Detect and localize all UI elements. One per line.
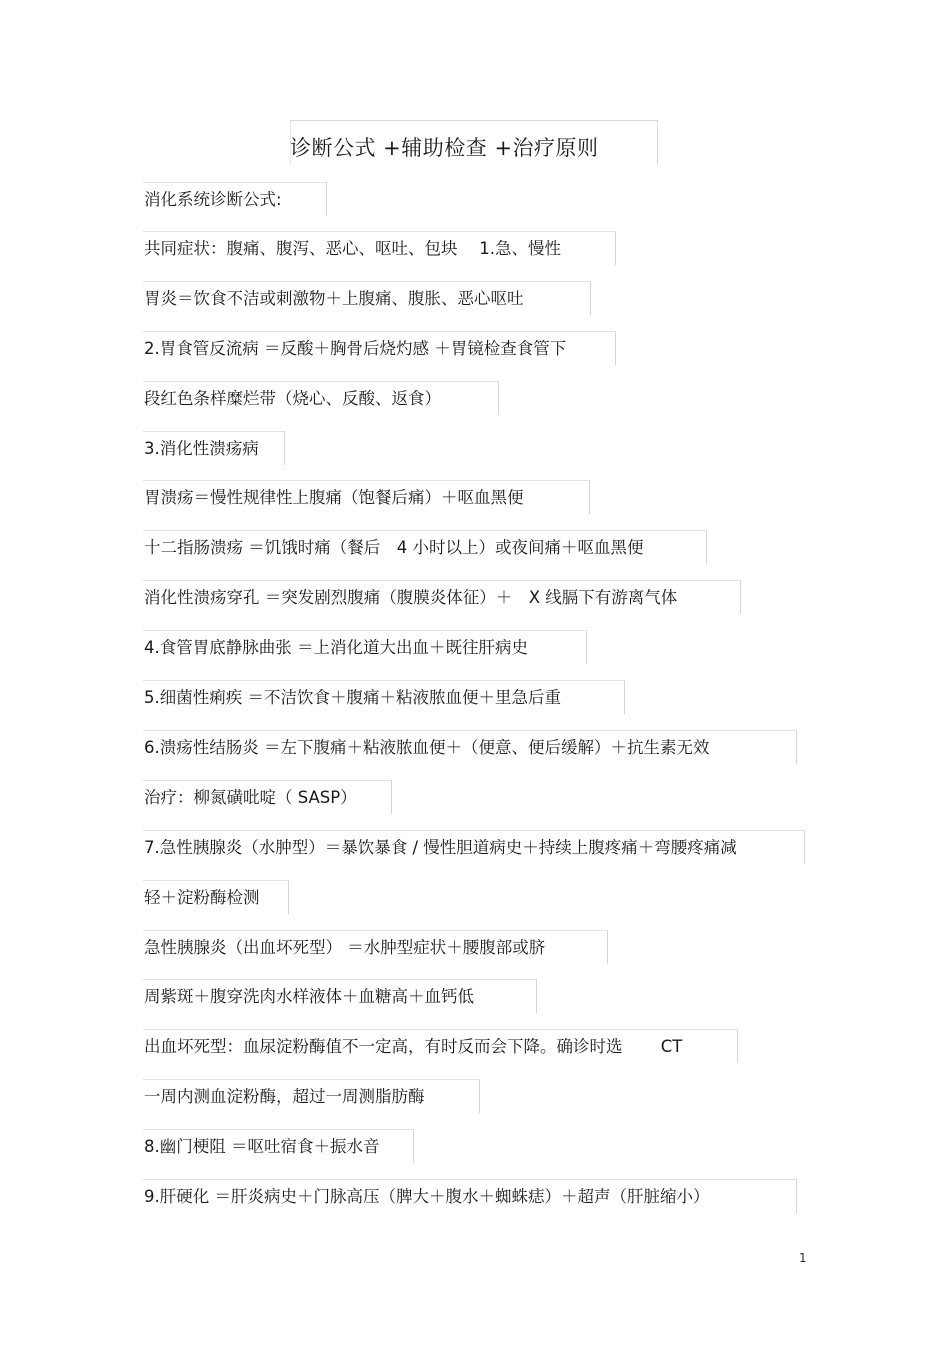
text-line: 急性胰腺炎（出血坏死型） ＝水肿型症状＋腰腹部或脐 (143, 930, 608, 964)
text-line: 出血坏死型：血尿淀粉酶值不一定高，有时反而会下降。确诊时选 CT (143, 1029, 738, 1063)
text-line: 一周内测血淀粉酶，超过一周测脂肪酶 (143, 1079, 480, 1113)
text-line: 6.溃疡性结肠炎 ＝左下腹痛＋粘液脓血便＋（便意、便后缓解）＋抗生素无效 (143, 730, 797, 764)
text-line: 治疗：柳氮磺吡啶（ SASP） (143, 780, 392, 814)
text-line: 2.胃食管反流病 ＝反酸＋胸骨后烧灼感 ＋胃镜检查食管下 (143, 331, 616, 365)
text-line: 消化性溃疡穿孔 ＝突发剧烈腹痛（腹膜炎体征）＋ X 线膈下有游离气体 (143, 580, 741, 614)
text-line: 胃炎＝饮食不洁或刺激物＋上腹痛、腹胀、恶心呕吐 (143, 281, 591, 315)
text-line: 3.消化性溃疡病 (143, 431, 285, 465)
text-line: 段红色条样糜烂带（烧心、反酸、返食） (143, 381, 499, 415)
text-line: 十二指肠溃疡 ＝饥饿时痛（餐后 4 小时以上）或夜间痛＋呕血黑便 (143, 530, 707, 564)
text-line: 7.急性胰腺炎（水肿型）＝暴饮暴食 / 慢性胆道病史＋持续上腹疼痛＋弯腰疼痛减 (143, 830, 805, 864)
text-line: 轻＋淀粉酶检测 (143, 880, 289, 914)
text-line: 周紫斑＋腹穿洗肉水样液体＋血糖高＋血钙低 (143, 979, 537, 1013)
text-line: 8.幽门梗阻 ＝呕吐宿食＋振水音 (143, 1129, 414, 1163)
text-line: 9.肝硬化 ＝肝炎病史＋门脉高压（脾大＋腹水＋蜘蛛痣）＋超声（肝脏缩小） (143, 1179, 797, 1213)
text-line: 胃溃疡＝慢性规律性上腹痛（饱餐后痛）＋呕血黑便 (143, 480, 590, 514)
text-line: 共同症状：腹痛、腹泻、恶心、呕吐、包块 1.急、慢性 (143, 231, 616, 265)
section-heading: 消化系统诊断公式: (143, 182, 327, 216)
document-title: 诊断公式 +辅助检查 +治疗原则 (290, 136, 599, 160)
text-line: 5.细菌性痢疾 ＝不洁饮食＋腹痛＋粘液脓血便＋里急后重 (143, 680, 625, 714)
page-number: 1 (799, 1251, 807, 1265)
text-line: 4.食管胃底静脉曲张 ＝上消化道大出血＋既往肝病史 (143, 630, 587, 664)
